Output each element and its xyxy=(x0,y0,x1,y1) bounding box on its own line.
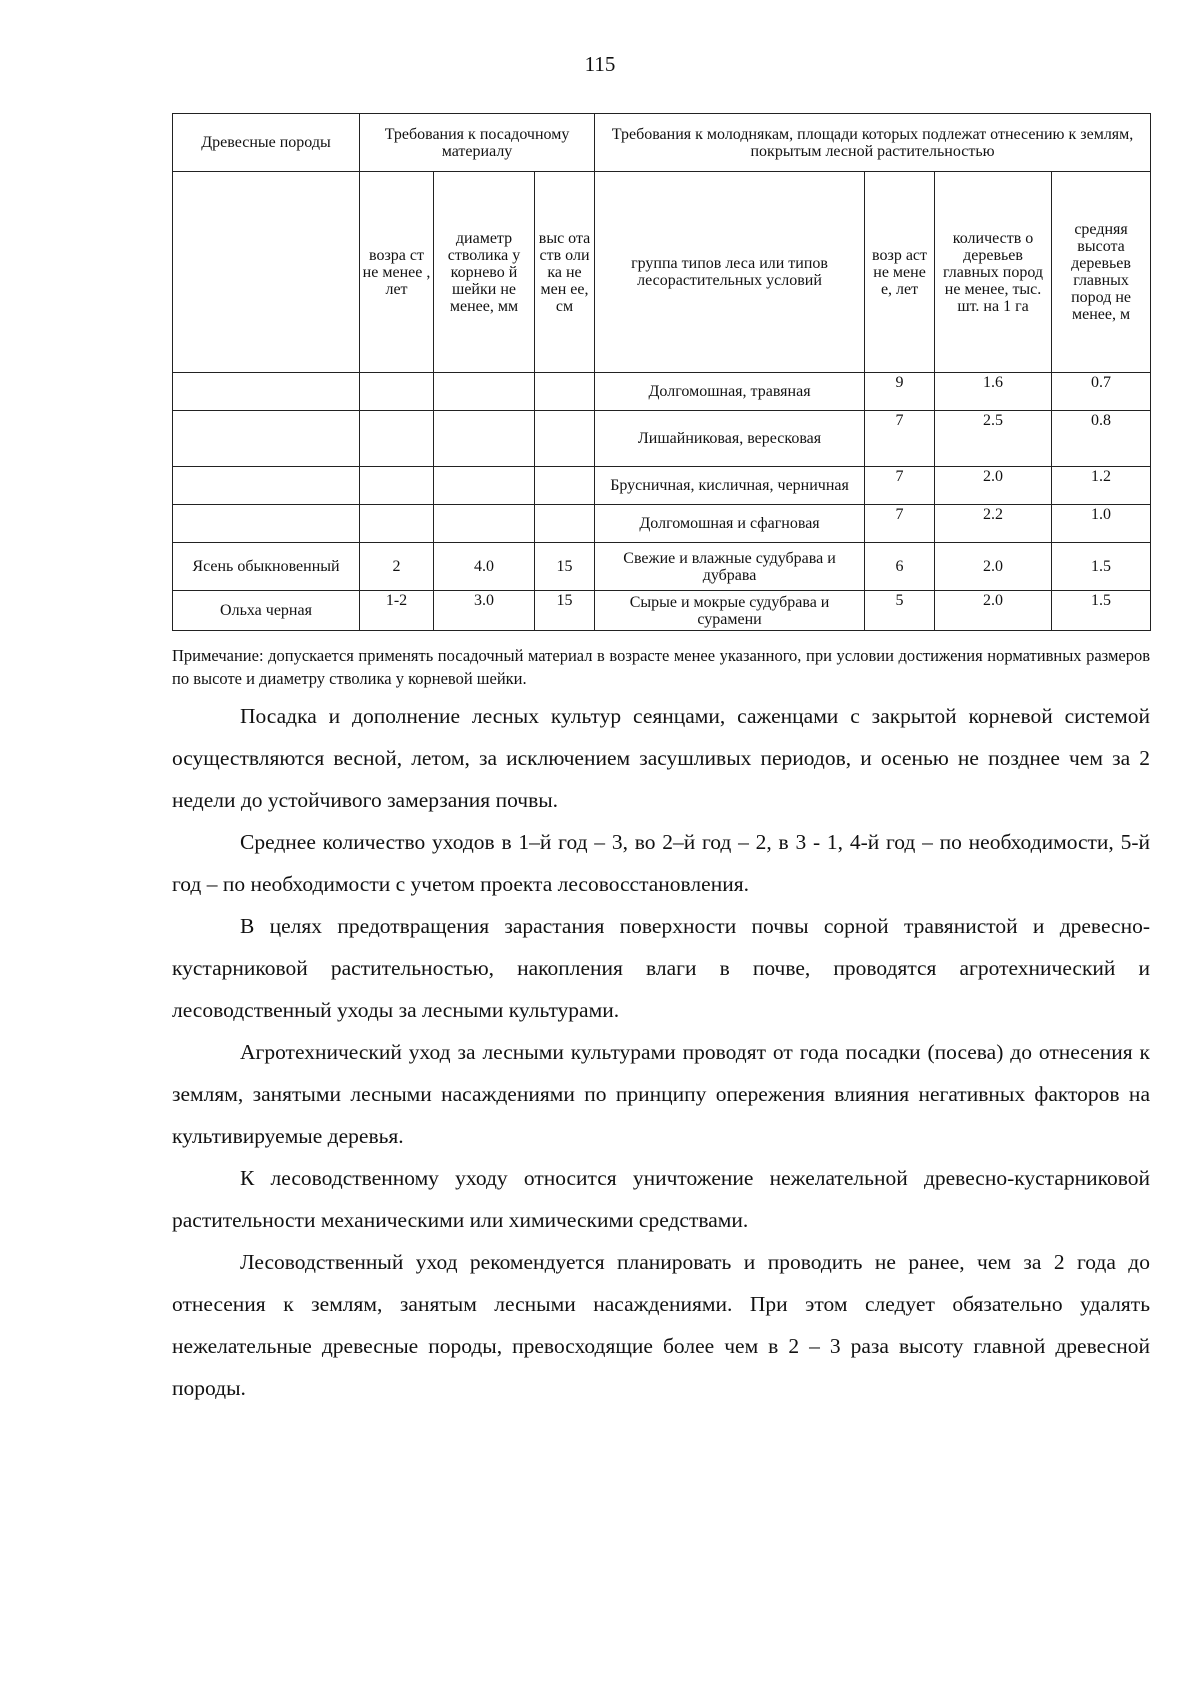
subheader-age: возра ст не менее , лет xyxy=(360,172,434,373)
cell-diameter: 3.0 xyxy=(434,591,535,631)
cell-group: Брусничная, кисличная, черничная xyxy=(595,467,865,505)
table-row xyxy=(173,411,1151,467)
cell-group: Лишайниковая, вересковая xyxy=(595,411,865,467)
cell-count: 2.2 xyxy=(935,505,1052,543)
cell-age xyxy=(360,505,434,543)
cell-height xyxy=(535,505,595,543)
cell-young-age: 7 xyxy=(865,467,935,505)
requirements-table xyxy=(172,113,1151,631)
cell-avg-height: 0.7 xyxy=(1052,373,1151,411)
table-row xyxy=(173,543,1151,591)
cell-species xyxy=(173,505,360,543)
cell-age xyxy=(360,411,434,467)
cell-height xyxy=(535,467,595,505)
subheader-empty xyxy=(173,172,360,373)
cell-young-age: 7 xyxy=(865,505,935,543)
cell-count: 2.5 xyxy=(935,411,1052,467)
cell-species xyxy=(173,373,360,411)
paragraph: Посадка и дополнение лесных культур сеянцами, саженцами с закрытой корневой системой осуществляются весной, летом, за исключением засушливых периодов, и осенью не позднее чем за 2 недели до устойчивого замерзания почвы. xyxy=(172,704,1150,812)
subheader-forest-group: группа типов леса или типов лесорастительных условий xyxy=(595,172,865,373)
header-young-stands: Требования к молоднякам, площади которых подлежат отнесению к землям, покрытым лесной растительностью xyxy=(595,114,1151,172)
cell-young-age: 6 xyxy=(865,543,935,591)
paragraph: В целях предотвращения зарастания поверхности почвы сорной травянистой и древесно-кустарниковой растительностью, накопления влаги в почве, проводятся агротехнический и лесоводственный уходы за лесными культурами. xyxy=(172,914,1150,1022)
cell-young-age: 9 xyxy=(865,373,935,411)
table-subheader-row xyxy=(173,172,1151,373)
cell-diameter xyxy=(434,411,535,467)
table-row xyxy=(173,505,1151,543)
subheader-avg-height: средняя высота деревьев главных пород не менее, м xyxy=(1052,172,1151,373)
table-row xyxy=(173,467,1151,505)
cell-species: Ольха черная xyxy=(173,591,360,631)
table-row xyxy=(173,373,1151,411)
header-planting-material: Требования к посадочному материалу xyxy=(360,114,595,172)
subheader-tree-count: количеств о деревьев главных пород не менее, тыс. шт. на 1 га xyxy=(935,172,1052,373)
cell-count: 2.0 xyxy=(935,543,1052,591)
paragraph: Агротехнический уход за лесными культурами проводят от года посадки (посева) до отнесения к землям, занятыми лесными насаждениями по принципу опережения влияния негативных факторов на культивируемые деревья. xyxy=(172,1040,1150,1148)
subheader-diameter: диаметр стволика у корнево й шейки не менее, мм xyxy=(434,172,535,373)
cell-diameter xyxy=(434,373,535,411)
cell-count: 2.0 xyxy=(935,591,1052,631)
page-number: 115 xyxy=(584,52,616,76)
cell-age: 2 xyxy=(360,543,434,591)
cell-group: Свежие и влажные судубрава и дубрава xyxy=(595,543,865,591)
header-species: Древесные породы xyxy=(173,114,360,172)
paragraph: Среднее количество уходов в 1–й год – 3, во 2–й год – 2, в 3 - 1, 4-й год – по необходимости, 5-й год – по необходимости с учетом проекта лесовосстановления. xyxy=(172,830,1150,896)
cell-height: 15 xyxy=(535,591,595,631)
cell-height: 15 xyxy=(535,543,595,591)
cell-age xyxy=(360,467,434,505)
cell-avg-height: 1.5 xyxy=(1052,591,1151,631)
body-text xyxy=(172,695,1150,1409)
cell-group: Сырые и мокрые судубрава и сурамени xyxy=(595,591,865,631)
cell-group: Долгомошная и сфагновая xyxy=(595,505,865,543)
cell-species xyxy=(173,467,360,505)
cell-species: Ясень обыкновенный xyxy=(173,543,360,591)
cell-diameter: 4.0 xyxy=(434,543,535,591)
paragraph: Лесоводственный уход рекомендуется планировать и проводить не ранее, чем за 2 года до отнесения к землям, занятым лесными насаждениями. При этом следует обязательно удалять нежелательные древесные породы, превосходящие более чем в 2 – 3 раза высоту главной древесной породы. xyxy=(172,1250,1150,1400)
table-row xyxy=(173,591,1151,631)
cell-count: 1.6 xyxy=(935,373,1052,411)
cell-avg-height: 0.8 xyxy=(1052,411,1151,467)
table-note: Примечание: допускается применять посадочный материал в возрасте менее указанного, при условии достижения нормативных размеров по высоте и диаметру стволика у корневой шейки. xyxy=(172,646,1150,688)
cell-age: 1-2 xyxy=(360,591,434,631)
paragraph: К лесоводственному уходу относится уничтожение нежелательной древесно-кустарниковой растительности механическими или химическими средствами. xyxy=(172,1166,1150,1232)
cell-species xyxy=(173,411,360,467)
cell-diameter xyxy=(434,505,535,543)
cell-count: 2.0 xyxy=(935,467,1052,505)
cell-avg-height: 1.2 xyxy=(1052,467,1151,505)
cell-age xyxy=(360,373,434,411)
table-header-row xyxy=(173,114,1151,172)
subheader-young-age: возр аст не мене е, лет xyxy=(865,172,935,373)
cell-young-age: 5 xyxy=(865,591,935,631)
cell-group: Долгомошная, травяная xyxy=(595,373,865,411)
cell-avg-height: 1.5 xyxy=(1052,543,1151,591)
cell-height xyxy=(535,373,595,411)
subheader-height: выс ота ств оли ка не мен ее, см xyxy=(535,172,595,373)
cell-diameter xyxy=(434,467,535,505)
cell-avg-height: 1.0 xyxy=(1052,505,1151,543)
cell-young-age: 7 xyxy=(865,411,935,467)
cell-height xyxy=(535,411,595,467)
